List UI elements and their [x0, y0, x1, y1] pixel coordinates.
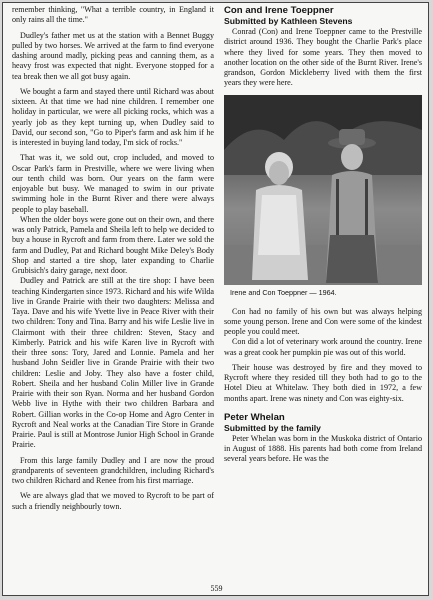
paragraph: Dudley and Patrick are still at the tire shop: I have been teaching Kindergarten since 1973. Richard and his wife Wilda live in Grande Prairie with their two daughters: Melissa and Taya. Dave and his wife Yvette live in Peace River with their two children: Tony and Tina. Barry and his wife Leslie live in Clairmont with their three children: Steven, Stacy and Kimberly. Patrick and his wife Karen live in Rycroft with their three sons: Tory, Jared and Lonnie. Pamela and her husband John Seidler live in Grande Prairie with their two children: Leslie and Joby. They also have a foster child, Robert. Sheila and her husband Colin Miller live in Grande Prairie with their son Ryan. Norma and her husband Gordon Webb live in Hythe with their two children Barbara and Robert. Gillian works in the Co-op Home and Agro Center in Rycroft and Neal works at the Canadian Tire Store in Grande Prairie. Paul is still at Montrose Junior High School in Grande Prairie. [12, 276, 214, 450]
photo-caption: Irene and Con Toeppner — 1964. [230, 287, 337, 297]
family-photo [224, 95, 422, 285]
paragraph: That was it, we sold out, crop included, and moved to Oscar Park's farm in Prestville, where we were living when our tenth child was born. Our years on the farm were enjoyable but busy. We managed to swim in our private swimming hole in the Burnt River and there were always people to play baseball. [12, 153, 214, 214]
section-heading: Con and Irene Toeppner [224, 5, 334, 16]
paragraph: Conrad (Con) and Irene Toeppner came to the Prestville district around 1936. They bought the Charlie Park's place where they lived for some years. They then moved to another location on the other side of the Burnt River. Irene's grandson, Gordon Mickleberry lived with them the first years they were here. [224, 27, 422, 88]
right-column [224, 5, 422, 465]
paragraph: Con had no family of his own but was always helping some young person. Irene and Con were some of the kindest people you could meet. [224, 306, 422, 336]
paragraph: We bought a farm and stayed there until Richard was about sixteen. At that time we had nine children. I remember one holiday in particular, we were all picking rocks, which was a yearly job as they kept turning up, when Dudley said to David, our second son, "Go to Piper's farm and ask him if he is interested in buying land today, I'm sick of rocks." [12, 86, 214, 147]
book-page [2, 2, 429, 596]
page-number: 559 [210, 584, 223, 593]
section-heading: Peter Whelan [224, 411, 285, 423]
paragraph: When the older boys were gone out on their own, and there was only Patrick, Pamela and Sheila left to help we decided to buy a house in Rycroft and farm from there. Later we sold the farm and Dudley, Pat and Richard bought Mike Deley's Body Shop and started a tire shop, later expanding to Charlie Grubisich's dairy garage, next door. [12, 214, 214, 275]
submitted-by: Submitted by Kathleen Stevens [224, 16, 353, 26]
paragraph: From this large family Dudley and I are now the proud grandparents of seventeen grandchildren, including Richard's two children Richard and Renee from his first marriage. [12, 455, 214, 485]
paragraph: Their house was destroyed by fire and they moved to Rycroft where they resided till they both had to go to the Hotel Dieu at Whitelaw. They both died in 1972, a few months apart. Irene was ninety and Con was eighty-six. [224, 362, 422, 403]
paragraph: Peter Whelan was born in the Muskoka district of Ontario in August of 1888. His parents had both come from Ireland several years before. He was the [224, 433, 422, 464]
submitted-by: Submitted by the family [224, 422, 321, 433]
paragraph: remember thinking, "What a terrible country, in England it only rains all the time." [12, 5, 214, 25]
paragraph: Con did a lot of veterinary work around the country. Irene was a great cook her pumpkin pie was out of this world. [224, 337, 422, 357]
paragraph: We are always glad that we moved to Rycroft to be part of such a friendly neighbourly town. [12, 491, 214, 511]
left-column [12, 5, 214, 512]
paragraph: Dudley's father met us at the station with a Bennet Buggy pulled by two horses. We arrived at the farm to find everyone dashing around madly, picking peas and canning them, as a heavy frost was expected that night. Everyone stopped for a tea break then we all got busy again. [12, 30, 214, 81]
photo-illustration [224, 95, 422, 285]
